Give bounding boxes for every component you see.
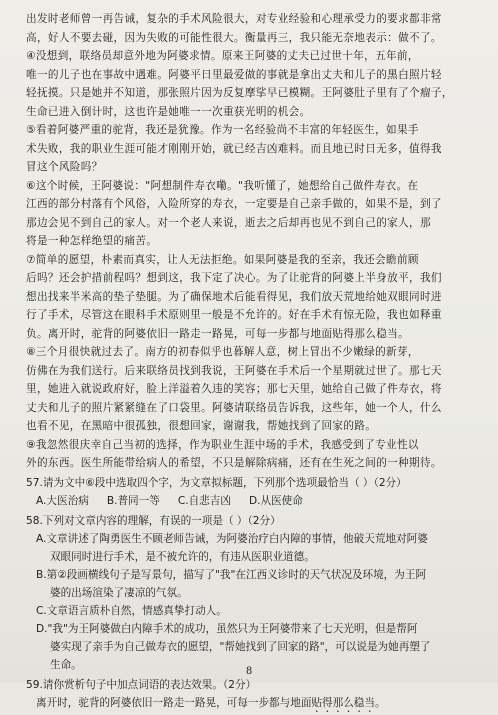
sentence-dotted-words: 贴得那么稳当 bbox=[311, 696, 375, 709]
question-59-stem: 59.请你赏析句子中加点词语的表达效果。（2分） bbox=[26, 678, 257, 691]
passage-line: 丈夫和儿子的照片紧紧缝在了口袋里。阿婆请联络员告诉我，这些年，她一个人，什么 bbox=[26, 401, 442, 414]
passage-line: ⑧三个月很快就过去了。南方的初春似乎也暮解人意，树上冒出不少嫩绿的新芽， bbox=[26, 346, 419, 358]
passage-line: 外的东西。医生所能带给病人的希望，不只是解除病痛，还有在生死之间的一种期待。 bbox=[26, 457, 442, 469]
passage-line: ④没想到，联络员却意外地为阿婆求情。原来王阿婆的丈夫已过世十年，五年前， bbox=[26, 50, 419, 62]
option-d-line-1: D."我"为王阿婆做白内障手术的成功，虽然只为王阿婆带来了七天光明，但是帮阿 bbox=[36, 622, 418, 635]
passage-line: ⑤看着阿婆严重的驼背，我还是犹豫。作为一名经验尚不丰富的年轻医生，如果手 bbox=[26, 124, 419, 136]
option-b-line-2: 婆的出场渲染了凄凉的气氛。 bbox=[50, 586, 188, 599]
passage-line: ⑥这个时候，王阿婆说："阿想制件寿衣嘞。"我听懂了，她想给自己做件寿衣。在 bbox=[26, 179, 419, 192]
passage-line: 那边会见不到自己的家人。对一个老人来说，逝去之后却再也见不到自己的家人，那 bbox=[26, 216, 431, 229]
passage-line: 江西的部分村落有个风俗，入险所穿的寿衣，一定要是自己亲手做的，如果不是，到了 bbox=[26, 198, 442, 210]
question-58 bbox=[26, 512, 476, 674]
passage-line: 后吗？还会护措前程吗？想到这，我下定了决心。为了让驼背的阿婆上半身放平，我们 bbox=[26, 272, 442, 284]
question-58-option-c[interactable] bbox=[26, 602, 476, 620]
page-number: 8 bbox=[245, 666, 253, 677]
passage-line: 也看不见，在黑暗中很孤独，很想回家，谢谢我，帮她找到了回家的路。 bbox=[26, 420, 377, 432]
sentence-post: 。 bbox=[375, 696, 386, 709]
passage-line: 生命已进入倒计时，这也许是她唯一一次重获光明的机会。 bbox=[26, 105, 311, 118]
passage-line: 将是一种怎样绝望的痛苦。 bbox=[26, 235, 158, 247]
question-59-sentence bbox=[26, 694, 476, 715]
question-59 bbox=[26, 676, 476, 715]
question-57-stem: 57.请为文中⑥段中选取四个字，为文章拟标题，下列那个选项最恰当（ ）（2分） bbox=[26, 476, 407, 489]
passage-line: 冒这个风险吗？ bbox=[26, 161, 103, 173]
passage-line: 仿佛在为我们送行。后来联络员找到我说，王阿婆在手术后一个星期就过世了。那七天 bbox=[26, 364, 442, 377]
option-d-line-3: 生命。 bbox=[50, 658, 82, 671]
option-d[interactable]: D.从医使命 bbox=[248, 494, 303, 507]
passage-line: ⑨我忽然很庆幸自己当初的选择，作为职业生涯中场的手术，我感受到了专业性以 bbox=[26, 438, 419, 451]
option-c-line-1: C.文章语言质朴自然，情感真挚打动人。 bbox=[36, 604, 227, 617]
passage-line: 想出找来半米高的垫子垫腿。为了确保地术后能看得见，我们放天荒地给她双眼同时进 bbox=[26, 290, 442, 303]
option-b-line-1: B.第②段画横线句子是写景句，描写了"我"在江西义诊时的天气状况及环境，为王阿 bbox=[36, 568, 427, 581]
passage-line: 里，她进入就说政府好，脸上洋溢着久违的笑容；那七天里，她给自己做了件寿衣，将 bbox=[26, 383, 442, 395]
passage-line: 唯一的儿子也在事故中遇难。阿婆平日里最爱做的事就是拿出丈夫和儿子的黑白照片轻 bbox=[26, 68, 442, 81]
sentence-pre: 离开时，驼背的阿婆依旧一路走一路晃，可每一步都与地面 bbox=[36, 696, 312, 709]
passage-line: 行了手术，尽管这在眼科手术原则里一般是不允许的。好在手术有惊无险，我也如释重 bbox=[26, 309, 442, 321]
question-58-stem: 58.下列对文章内容的理解，有误的一项是（ ）（2分） bbox=[26, 514, 281, 527]
option-d-line-2: 婆实现了亲手为自己做寿衣的愿望，"帮她找到了回家的路"，可以说是为她再塑了 bbox=[50, 640, 431, 653]
option-a-line-1: A.文章讲述了陶勇医生不顾老师告诫，为阿婆治疗白内障的事情，他破天荒地对阿婆 bbox=[36, 532, 428, 545]
option-a-line-2: 双眼同时进行手术，是不被允许的，有违从医职业道德。 bbox=[50, 550, 315, 563]
question-57-options bbox=[26, 492, 476, 510]
passage-line: 轻抚摸。只是她并不知道，那张照片因为反复摩挲早已模糊。王阿婆肚子里有了个瘤子， bbox=[26, 87, 453, 99]
option-c[interactable]: C.自悲吉凶 bbox=[177, 494, 231, 507]
passage-line: 术失败，我的职业生涯可能才刚刚开始，就已经吉凶难料。而且地已时日无多，值得我 bbox=[26, 142, 442, 155]
passage-line: 高，好人不要去碰，因为失败的可能性很大。衡量再三，我只能无奈地表示：做不了。 bbox=[26, 31, 442, 44]
option-a[interactable]: A.大医治病 bbox=[36, 494, 89, 507]
question-57 bbox=[26, 474, 476, 510]
passage-line: 负。离开时，驼背的阿婆依旧一路走一路晃，可每一步都与地面贴得那么稳当。 bbox=[26, 327, 410, 340]
passage-line: 出发时老师曾一再告诫，复杂的手术风险很大，对专业经验和心理承受力的要求都非常 bbox=[26, 13, 442, 25]
question-58-option-a[interactable] bbox=[26, 530, 476, 566]
option-b[interactable]: B.普同一等 bbox=[106, 494, 160, 507]
question-58-option-b[interactable] bbox=[26, 566, 476, 602]
passage-line: ⑦简单的愿望，朴素而真实，让人无法拒绝。如果阿婆是我的至亲，我还会瞻前顾 bbox=[26, 253, 419, 266]
reading-passage bbox=[26, 10, 476, 473]
